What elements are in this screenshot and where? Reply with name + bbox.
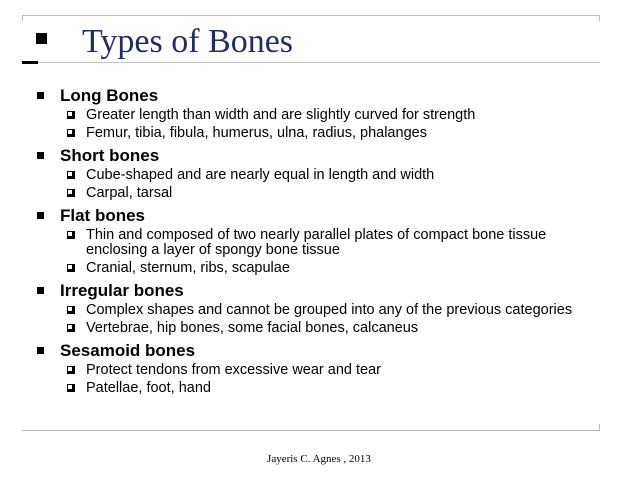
- hollow-square-bullet-icon: [67, 264, 75, 272]
- hollow-square-bullet-icon: [67, 384, 75, 392]
- square-bullet-icon: [37, 212, 44, 219]
- sub-bullet-text: Greater length than width and are slightly curved for strength: [86, 107, 476, 123]
- sub-bullet-text: Patellae, foot, hand: [86, 380, 211, 396]
- section-label: Long Bones: [60, 86, 159, 105]
- hollow-square-bullet-icon: [67, 306, 75, 314]
- sub-bullet-text: Vertebrae, hip bones, some facial bones, calcaneus: [86, 320, 419, 336]
- section-heading: [0, 279, 638, 303]
- sub-bullet-text: Cranial, sternum, ribs, scapulae: [86, 260, 290, 276]
- hollow-square-bullet-icon: [67, 171, 75, 179]
- sub-bullet-item: [0, 186, 638, 201]
- sub-bullet-text: Complex shapes and cannot be grouped into any of the previous categories: [86, 302, 573, 318]
- sub-bullet-item: [0, 228, 638, 258]
- top-rule-right-tick: [599, 15, 600, 21]
- top-rule: [22, 15, 600, 16]
- bone-type-section: [0, 84, 638, 141]
- sub-bullet-item: [0, 303, 638, 318]
- sub-bullet-text: Thin and composed of two nearly parallel plates of compact bone tissue enclosing a layer of spongy bone tissue: [86, 227, 547, 258]
- sub-bullet-item: [0, 261, 638, 276]
- sub-bullet-item: [0, 168, 638, 183]
- sub-bullet-text: Protect tendons from excessive wear and tear: [86, 362, 381, 378]
- section-heading: [0, 84, 638, 108]
- section-label: Short bones: [60, 146, 160, 165]
- sub-bullet-item: [0, 363, 638, 378]
- bottom-rule-right-tick: [599, 424, 600, 431]
- hollow-square-bullet-icon: [67, 324, 75, 332]
- bone-type-section: [0, 144, 638, 201]
- sub-bullet-text: Carpal, tarsal: [86, 185, 173, 201]
- hollow-square-bullet-icon: [67, 231, 75, 239]
- sub-bullet-item: [0, 381, 638, 396]
- sub-bullet-item: [0, 108, 638, 123]
- section-label: Sesamoid bones: [60, 341, 196, 360]
- title-bullet-icon: [36, 33, 47, 44]
- slide-footer: Jayeris C. Agnes , 2013: [267, 453, 371, 465]
- slide-content: [0, 84, 638, 399]
- square-bullet-icon: [37, 347, 44, 354]
- square-bullet-icon: [37, 287, 44, 294]
- sub-bullet-item: [0, 126, 638, 141]
- section-label: Flat bones: [60, 206, 146, 225]
- sub-bullet-text: Femur, tibia, fibula, humerus, ulna, radius, phalanges: [86, 125, 427, 141]
- sub-bullet-text: Cube-shaped and are nearly equal in length and width: [86, 167, 435, 183]
- square-bullet-icon: [37, 152, 44, 159]
- hollow-square-bullet-icon: [67, 189, 75, 197]
- sub-bullet-item: [0, 321, 638, 336]
- section-heading: [0, 204, 638, 228]
- slide-title: Types of Bones: [82, 23, 294, 60]
- top-rule-left-tick: [22, 15, 23, 21]
- hollow-square-bullet-icon: [67, 111, 75, 119]
- square-bullet-icon: [37, 92, 44, 99]
- bone-type-section: [0, 204, 638, 276]
- bone-type-section: [0, 279, 638, 336]
- hollow-square-bullet-icon: [67, 366, 75, 374]
- section-heading: [0, 144, 638, 168]
- hollow-square-bullet-icon: [67, 129, 75, 137]
- section-heading: [0, 339, 638, 363]
- title-underline: [38, 62, 600, 63]
- section-label: Irregular bones: [60, 281, 184, 300]
- title-underline-accent: [22, 61, 38, 64]
- bone-type-section: [0, 339, 638, 396]
- bottom-rule: [22, 430, 600, 431]
